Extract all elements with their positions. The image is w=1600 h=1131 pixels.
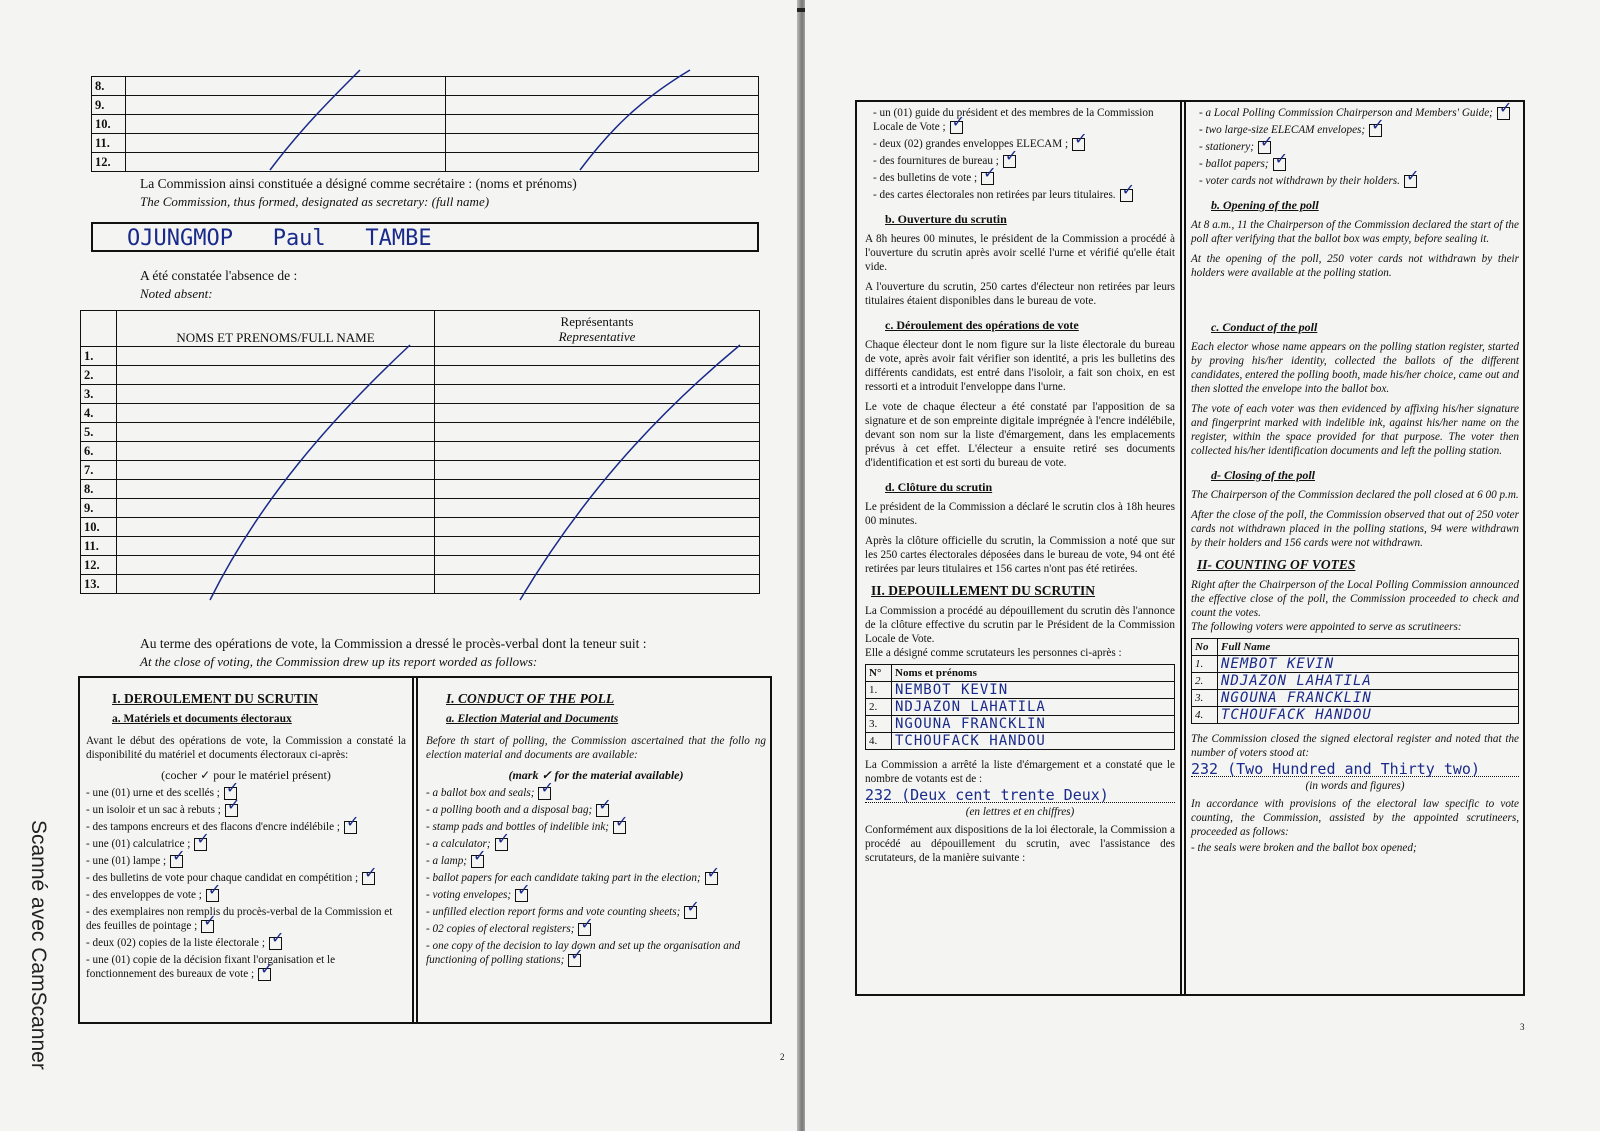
checkbox[interactable] — [471, 855, 484, 868]
en-closing-item: - the seals were broken and the ballot box opened; — [1191, 842, 1417, 854]
table-row-number: 11. — [92, 134, 126, 153]
report-intro-en: At the close of voting, the Commission drew up its report worded as follows: — [140, 654, 538, 669]
list-item: - des enveloppes de vote ;✓ — [86, 888, 406, 902]
en-d-paragraph-1: The Chairperson of the Commission declared the poll closed at 6 00 p.m. — [1191, 489, 1519, 501]
report-intro-fr: Au terme des opérations de vote, la Commission a dressé le procès-verbal dont la teneur suit : — [140, 636, 647, 651]
list-item: - 02 copies of electoral registers;✓ — [426, 922, 766, 936]
en-subsection-b: b. Opening of the poll — [1211, 198, 1319, 212]
table-row-number: 6. — [81, 442, 117, 461]
secretary-name: OJUNGMOP Paul TAMBE — [127, 226, 432, 251]
list-item: - deux (02) grandes enveloppes ELECAM ;✓ — [873, 137, 1175, 151]
en-b-paragraph-2: At the opening of the poll, 250 voter cards not withdrawn by their holders were available at the polling station. — [1191, 253, 1519, 279]
checkbox[interactable] — [1497, 107, 1510, 120]
fr-d-paragraph-1: Le président de la Commission a déclaré le scrutin clos à 18h heures 00 minutes. — [865, 501, 1175, 527]
en-subsection-d: d- Closing of the poll — [1211, 468, 1316, 482]
table-row: 1. NEMBOT KEVIN — [866, 682, 1175, 699]
fr-column-right — [865, 106, 1175, 871]
list-item: - deux (02) copies de la liste électorale ;✓ — [86, 936, 406, 950]
en-b-paragraph-1: At 8 a.m., 11 the Chairperson of the Commission declared the start of the poll after verifying that the ballot box was empty, before sealing it. — [1191, 219, 1519, 245]
checkbox[interactable] — [568, 954, 581, 967]
en-ii-paragraph-1: Right after the Chairperson of the Local Polling Commission announced the effective close of the poll, the Commission proceeded to check and count the votes. — [1191, 579, 1519, 619]
table-header: Noms et prénoms — [892, 665, 1175, 682]
table-row-number: 8. — [81, 480, 117, 499]
en-ii-paragraph-2: The following voters were appointed to serve as scrutineers: — [1191, 621, 1462, 633]
table-row-number: 3. — [81, 385, 117, 404]
list-item: - une (01) urne et des scellés ;✓ — [86, 786, 406, 800]
list-item: - ballot papers for each candidate taking part in the election;✓ — [426, 871, 766, 885]
checkbox[interactable] — [981, 172, 994, 185]
checkbox[interactable] — [705, 872, 718, 885]
conduct-box-left — [78, 676, 772, 1024]
table-row: 4. TCHOUFACK HANDOU — [866, 733, 1175, 750]
list-item: - une (01) copie de la décision fixant l'organisation et le fonctionnement des bureaux de vote ;✓ — [86, 953, 406, 981]
table-header: Full Name — [1218, 639, 1519, 656]
en-voter-count-hint: (in words and figures) — [1305, 780, 1405, 792]
secretary-label-fr: La Commission ainsi constituée a désigné comme secrétaire : (noms et prénoms) — [140, 176, 577, 191]
table-row: 3. NGOUNA FRANCKLIN — [866, 716, 1175, 733]
right-page — [805, 0, 1600, 1131]
table-row: 4. TCHOUFACK HANDOU — [1192, 707, 1519, 724]
secretary-label-en: The Commission, thus formed, designated as secretary: (full name) — [140, 194, 490, 209]
checkbox[interactable] — [269, 937, 282, 950]
list-item: - des fournitures de bureau ;✓ — [873, 154, 1175, 168]
table-row: 3. NGOUNA FRANCKLIN — [1192, 690, 1519, 707]
fr-closing-paragraph-1: La Commission a arrêté la liste d'émargement et a constaté que le nombre de votants est de : — [865, 759, 1175, 785]
en-material-list — [426, 786, 766, 967]
en-subsection-c: c. Conduct of the poll — [1211, 320, 1318, 334]
fr-subsection-c: c. Déroulement des opérations de vote — [885, 318, 1079, 332]
fr-subsection-a: a. Matériels et documents électoraux — [112, 713, 292, 725]
list-item: - des bulletins de vote pour chaque candidat en compétition ;✓ — [86, 871, 406, 885]
checkbox[interactable] — [206, 889, 219, 902]
en-check-hint: (mark ✓ for the material available) — [508, 768, 684, 782]
list-item: - one copy of the decision to lay down and set up the organisation and functioning of polling stations;✓ — [426, 939, 766, 967]
checkbox[interactable] — [495, 838, 508, 851]
fr-voter-count-hint: (en lettres et en chiffres) — [965, 806, 1075, 818]
checkbox[interactable] — [225, 804, 238, 817]
en-subsection-a: a. Election Material and Documents — [446, 713, 619, 725]
table-row: 2. NDJAZON LAHATILA — [866, 699, 1175, 716]
table-row-number: 1. — [81, 347, 117, 366]
page-number: 3 — [1520, 1022, 1525, 1032]
table-row-number: 10. — [92, 115, 126, 134]
en-closing-paragraph-1: The Commission closed the signed electoral register and noted that the number of voters stood at: — [1191, 733, 1519, 759]
table-row-number: 7. — [81, 461, 117, 480]
en-column-right — [1191, 106, 1519, 855]
fr-c-paragraph-1: Chaque électeur dont le nom figure sur la liste électorale du bureau de vote, après avoir fait vérifier son identité, a pris les bulletins des différents candidats, est entré dans l'isoloir, a fait son choix, en est ressorti et a introduit l'enveloppe dans l'urne. — [865, 339, 1175, 393]
table-row: 1. NEMBOT KEVIN — [1192, 656, 1519, 673]
en-section-title: I. CONDUCT OF THE POLL — [446, 691, 615, 706]
scanner-watermark: Scanné avec CamScanner — [27, 820, 50, 1070]
list-item: - une (01) lampe ;✓ — [86, 854, 406, 868]
checkbox[interactable] — [1258, 141, 1271, 154]
table-row-number: 4. — [81, 404, 117, 423]
list-item: - unfilled election report forms and vote counting sheets;✓ — [426, 905, 766, 919]
checkbox[interactable] — [1404, 175, 1417, 188]
absent-col-name: NOMS ET PRENOMS/FULL NAME — [117, 311, 435, 347]
checkbox[interactable] — [1369, 124, 1382, 137]
list-item: - two large-size ELECAM envelopes;✓ — [1199, 123, 1519, 137]
checkbox[interactable] — [950, 121, 963, 134]
table-row-number: 9. — [81, 499, 117, 518]
table-row-number: 13. — [81, 575, 117, 594]
absent-label-fr: A été constatée l'absence de : — [140, 268, 298, 283]
checkbox[interactable] — [578, 923, 591, 936]
list-item: - des tampons encreurs et des flacons d'encre indélébile ;✓ — [86, 820, 406, 834]
list-item: - voting envelopes;✓ — [426, 888, 766, 902]
list-item: - a calculator;✓ — [426, 837, 766, 851]
en-d-paragraph-2: After the close of the poll, the Commission observed that out of 250 voter cards not withdrawn placed in the polling stations, 94 were withdrawn by their holders and 156 cards were not withdrawn. — [1191, 509, 1519, 549]
list-item: - un isoloir et un sac à rebuts ;✓ — [86, 803, 406, 817]
en-column — [426, 684, 766, 970]
en-section-ii-title: II- COUNTING OF VOTES — [1197, 557, 1356, 572]
fr-subsection-d: d. Clôture du scrutin — [885, 480, 993, 494]
checkbox[interactable] — [1273, 158, 1286, 171]
list-item: - a Local Polling Commission Chairperson and Members' Guide;✓ — [1199, 106, 1519, 120]
en-intro: Before th start of polling, the Commission ascertained that the follo ng election material and documents are available: — [426, 735, 766, 761]
list-item: - une (01) calculatrice ;✓ — [86, 837, 406, 851]
page-number: 2 — [780, 1052, 785, 1062]
checkbox[interactable] — [613, 821, 626, 834]
list-item: - des exemplaires non remplis du procès-verbal de la Commission et des feuilles de pointage ;✓ — [86, 905, 406, 933]
absent-label-en: Noted absent: — [140, 286, 213, 301]
list-item: - un (01) guide du président et des membres de la Commission Locale de Vote ;✓ — [873, 106, 1175, 134]
table-row: 2. NDJAZON LAHATILA — [1192, 673, 1519, 690]
fr-section-ii-title: II. DEPOUILLEMENT DU SCRUTIN — [871, 583, 1096, 598]
en-voter-count: 232 (Two Hundred and Thirty two) — [1191, 762, 1519, 777]
table-row-number: 8. — [92, 77, 126, 96]
list-item: - voter cards not withdrawn by their holders.✓ — [1199, 174, 1519, 188]
secretary-name-box — [91, 222, 759, 252]
checkbox[interactable] — [596, 804, 609, 817]
fr-d-paragraph-2: Après la clôture officielle du scrutin, la Commission a noté que sur les 250 cartes électorales déposées dans le bureau de vote, 94 ont été retirées par leurs titulaires et 156 cartes n'ont pas été retirées. — [865, 535, 1175, 575]
table-row-number: 2. — [81, 366, 117, 385]
fr-check-hint: (cocher ✓ pour le matériel présent) — [161, 768, 331, 782]
en-material-list-cont — [1199, 106, 1519, 188]
en-c-paragraph-2: The vote of each voter was then evidenced by affixing his/her signature and fingerprint marked with indelible ink, against his/her name on the register, within the space provided for that purpose. The voter then collected his/her identification documents and left the polling station. — [1191, 403, 1519, 457]
table-row-number: 12. — [92, 153, 126, 172]
checkbox[interactable] — [201, 920, 214, 933]
table-row-number: 11. — [81, 537, 117, 556]
list-item: - a ballot box and seals;✓ — [426, 786, 766, 800]
list-item: - a lamp;✓ — [426, 854, 766, 868]
fr-ii-paragraph-2: Elle a désigné comme scrutateurs les personnes ci-après : — [865, 647, 1122, 659]
members-table-top — [91, 76, 759, 172]
table-row-number: 12. — [81, 556, 117, 575]
table-header: No — [1192, 639, 1218, 656]
table-row-number: 9. — [92, 96, 126, 115]
fr-closing-paragraph-2: Conformément aux dispositions de la loi électorale, la Commission a procédé au dépouillement du scrutin, avec l'assistance des scrutateurs, de la manière suivante : — [865, 824, 1175, 864]
fr-subsection-b: b. Ouverture du scrutin — [885, 212, 1007, 226]
checkbox[interactable] — [1120, 189, 1133, 202]
fr-material-list-cont — [873, 106, 1175, 202]
checkbox[interactable] — [344, 821, 357, 834]
fr-ii-paragraph-1: La Commission a procédé au dépouillement du scrutin dès l'annonce de la clôture effective du scrutin par le Président de la Commission Locale de Vote. — [865, 605, 1175, 645]
fr-section-title: I. DEROULEMENT DU SCRUTIN — [112, 691, 319, 706]
checkbox[interactable] — [1072, 138, 1085, 151]
list-item: - stamp pads and bottles of indelible ink;✓ — [426, 820, 766, 834]
checkbox[interactable] — [170, 855, 183, 868]
list-item: - stationery;✓ — [1199, 140, 1519, 154]
list-item: - a polling booth and a disposal bag;✓ — [426, 803, 766, 817]
fr-b-paragraph-1: A 8h heures 00 minutes, le président de la Commission a procédé à l'ouverture du scrutin après avoir scellé l'urne et vérifié qu'elle était vide. — [865, 233, 1175, 273]
checkbox[interactable] — [1003, 155, 1016, 168]
table-row-number: 10. — [81, 518, 117, 537]
table-row-number: 5. — [81, 423, 117, 442]
fr-b-paragraph-2: A l'ouverture du scrutin, 250 cartes d'électeur non retirées par leurs titulaires étaient disponibles dans le bureau de vote. — [865, 281, 1175, 307]
list-item: - des bulletins de vote ;✓ — [873, 171, 1175, 185]
fr-intro: Avant le début des opérations de vote, la Commission a constaté la disponibilité du matériel et documents électoraux ci-après: — [86, 735, 406, 761]
conduct-box-right — [855, 100, 1525, 996]
checkbox[interactable] — [362, 872, 375, 885]
checkbox[interactable] — [194, 838, 207, 851]
absent-col-representative: Représentants Representative — [435, 311, 760, 347]
fr-scrutineers-table — [865, 664, 1175, 750]
fr-c-paragraph-2: Le vote de chaque électeur a été constaté par l'apposition de sa signature et de son empreinte digitale imprégnée à l'encre indélébile, devant son nom sur la liste d'émargement, dans les emplacements prévus à cet effet. L'électeur a ensuite retiré ses documents d'identification et est sorti du bureau de vote. — [865, 401, 1175, 469]
checkbox[interactable] — [538, 787, 551, 800]
list-item: - des cartes électorales non retirées par leurs titulaires.✓ — [873, 188, 1175, 202]
list-item: - ballot papers;✓ — [1199, 157, 1519, 171]
fr-column — [86, 684, 406, 984]
checkbox[interactable] — [684, 906, 697, 919]
fr-voter-count: 232 (Deux cent trente Deux) — [865, 788, 1175, 803]
checkbox[interactable] — [515, 889, 528, 902]
table-header: N° — [866, 665, 892, 682]
en-scrutineers-table — [1191, 638, 1519, 724]
en-closing-paragraph-2: In accordance with provisions of the electoral law specific to vote counting, the Commission, assisted by the appointed scrutineers, proceeded as follows: — [1191, 798, 1519, 838]
en-c-paragraph-1: Each elector whose name appears on the polling station register, started by proving his/her identity, collected the ballots of the different candidates, entered the polling booth, made his/her choice, came out and then slotted the envelope into the ballot box. — [1191, 341, 1519, 395]
checkbox[interactable] — [258, 968, 271, 981]
absent-table — [80, 310, 760, 594]
fr-material-list — [86, 786, 406, 981]
